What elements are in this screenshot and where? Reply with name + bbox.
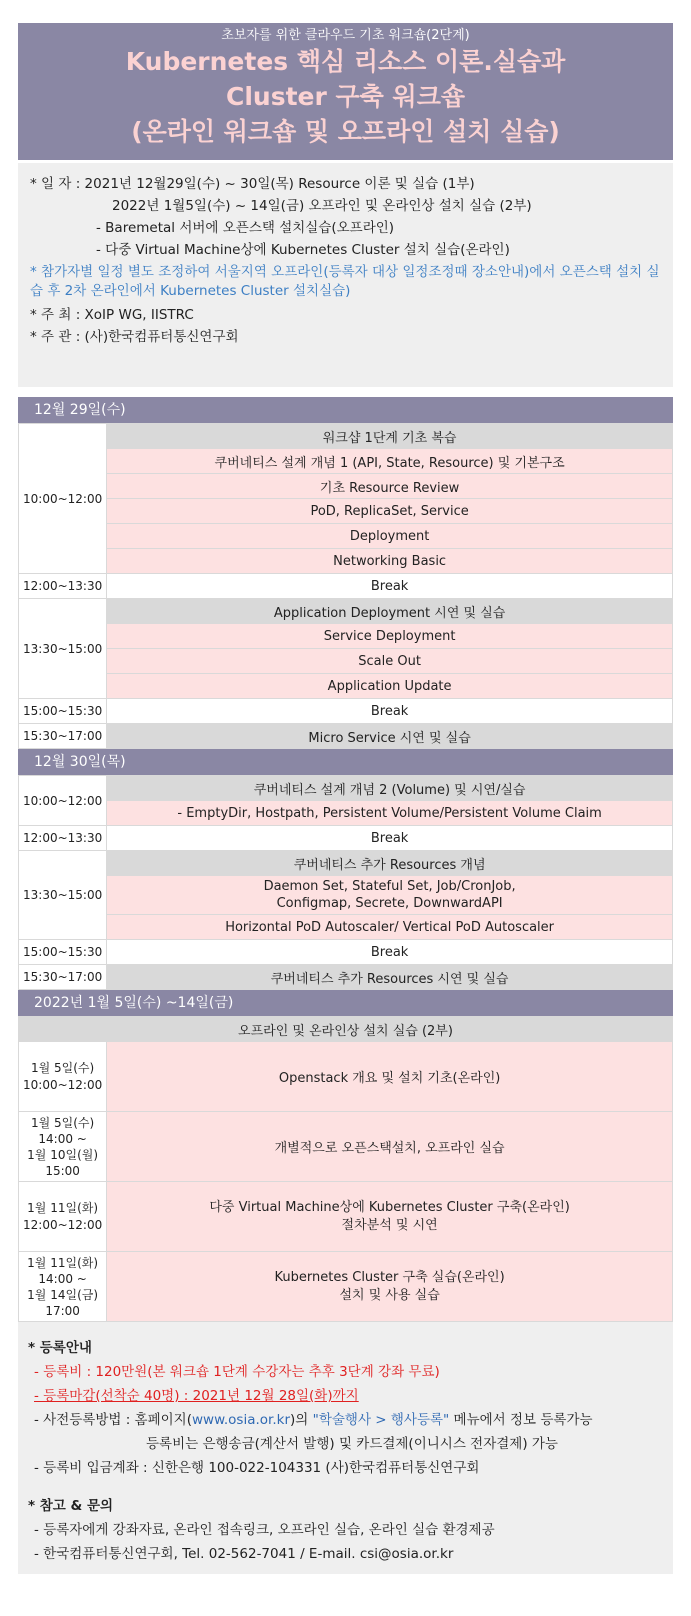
- registration-method-prefix: - 사전등록방법 : 홈페이지(: [34, 1412, 192, 1428]
- session-cell: 쿠버네티스 추가 Resources 개념: [107, 851, 673, 876]
- session-cell: Application Deployment 시연 및 실습: [107, 599, 673, 624]
- time-line: 12:00~12:00: [23, 1217, 103, 1232]
- reference-contact: - 한국컴퓨터통신연구회, Tel. 02-562-7041 / E-mail. csi@osia.or.kr: [34, 1546, 454, 1562]
- time-line: 1월 10일(월): [27, 1147, 99, 1162]
- session-cell: Micro Service 시연 및 실습: [107, 724, 673, 749]
- registration-menu-path: "학술행사 > 행사등록": [312, 1412, 450, 1428]
- schedule-table-dec-30: [18, 775, 673, 990]
- time-cell: 12:00~13:30: [19, 826, 107, 851]
- time-cell: 15:00~15:30: [19, 699, 107, 724]
- session-cell: Openstack 개요 및 설치 기초(온라인): [107, 1042, 673, 1112]
- header-title-line-3: (온라인 워크숍 및 오프라인 설치 실습): [131, 117, 560, 146]
- payment-methods: 등록비는 은행송금(계산서 발행) 및 카드결제(이니시스 전자결제) 가능: [146, 1436, 558, 1452]
- event-info-box: [18, 163, 673, 387]
- event-date-2-detail-2: - 다중 Virtual Machine상에 Kubernetes Cluster 설치 실습(온라인): [96, 242, 510, 258]
- session-cell: Networking Basic: [107, 549, 673, 574]
- time-line: 14:00 ~: [38, 1131, 87, 1146]
- registration-footer: [18, 1322, 673, 1574]
- session-cell: Application Update: [107, 674, 673, 699]
- session-line: 다중 Virtual Machine상에 Kubernetes Cluster 구축(온라인): [209, 1199, 570, 1215]
- homepage-link[interactable]: www.osia.or.kr: [191, 1412, 290, 1428]
- time-line: 1월 5일(수): [30, 1115, 95, 1130]
- time-cell: 13:30~15:00: [19, 851, 107, 940]
- schedule-note: * 참가자별 일정 별도 조정하여 서울지역 오프라인(등록자 대상 일정조정때 장소안내)에서 오픈스택 설치 실습 후 2차 온라인에서 Kubernetes Cluster 설치실습): [30, 264, 660, 299]
- session-cell: - EmptyDir, Hostpath, Persistent Volume/Persistent Volume Claim: [107, 801, 673, 826]
- event-host: * 주 최 : XoIP WG, IISTRC: [30, 307, 194, 323]
- time-cell: 10:00~12:00: [19, 776, 107, 826]
- header-title-line-2: Cluster 구축 워크숍: [226, 82, 465, 111]
- time-line: 1월 14일(금): [27, 1287, 99, 1302]
- session-line: Daemon Set, Stateful Set, Job/CronJob,: [263, 879, 516, 894]
- break-cell: Break: [107, 574, 673, 599]
- reference-title: * 참고 & 문의: [28, 1498, 114, 1514]
- time-cell: 15:00~15:30: [19, 940, 107, 965]
- workshop-flyer: [18, 23, 673, 1574]
- time-cell: [19, 1252, 107, 1322]
- session-line: Configmap, Secrete, DownwardAPI: [276, 896, 503, 911]
- registration-title: * 등록안내: [28, 1340, 92, 1356]
- registration-deadline: - 등록마감(선착순 40명) : 2021년 12월 28일(화)까지: [34, 1388, 359, 1404]
- break-cell: Break: [107, 940, 673, 965]
- session-cell: [107, 1252, 673, 1322]
- reference-item-1: - 등록자에게 강좌자료, 온라인 접속링크, 오프라인 실습, 온라인 실습 환경제공: [34, 1522, 495, 1538]
- time-line: 14:00 ~: [38, 1271, 87, 1286]
- time-line: 15:00: [45, 1163, 80, 1178]
- session-cell: Horizontal PoD Autoscaler/ Vertical PoD Autoscaler: [107, 915, 673, 940]
- registration-method-suffix: 메뉴에서 정보 등록가능: [449, 1412, 593, 1428]
- time-line: 1월 11일(화): [27, 1200, 99, 1215]
- time-cell: 10:00~12:00: [19, 424, 107, 574]
- header-title-line-1: Kubernetes 핵심 리소스 이론.실습과: [125, 47, 566, 76]
- bank-account: - 등록비 입금계좌 : 신한은행 100-022-104331 (사)한국컴퓨터통신연구회: [34, 1460, 480, 1476]
- time-cell: [19, 1112, 107, 1182]
- session-line: 절차분석 및 시연: [341, 1217, 438, 1233]
- registration-fee: - 등록비 : 120만원(본 워크숍 1단계 수강자는 추후 3단계 강좌 무료): [34, 1364, 440, 1380]
- time-line: 1월 5일(수): [30, 1060, 95, 1075]
- session-cell: 쿠버네티스 설계 개념 2 (Volume) 및 시연/실습: [107, 776, 673, 801]
- day-header-dec-30: 12월 30일(목): [18, 749, 673, 775]
- session-cell: Deployment: [107, 524, 673, 549]
- time-cell: [19, 1182, 107, 1252]
- time-cell: 15:30~17:00: [19, 965, 107, 990]
- session-cell: 쿠버네티스 설계 개념 1 (API, State, Resource) 및 기본구조: [107, 449, 673, 474]
- time-line: 17:00: [45, 1303, 80, 1318]
- session-line: Kubernetes Cluster 구축 실습(온라인): [274, 1269, 505, 1285]
- time-cell: 13:30~15:00: [19, 599, 107, 699]
- schedule-table-dec-29: [18, 423, 673, 749]
- event-date-2-detail-1: - Baremetal 서버에 오픈스택 설치실습(오프라인): [96, 220, 395, 236]
- registration-method: [28, 1408, 663, 1432]
- day-header-jan: 2022년 1월 5일(수) ~14일(금): [18, 990, 673, 1016]
- time-cell: 15:30~17:00: [19, 724, 107, 749]
- session-cell: 워크샵 1단계 기초 복습: [107, 424, 673, 449]
- registration-method-mid: )의: [290, 1412, 313, 1428]
- session-cell: PoD, ReplicaSet, Service: [107, 499, 673, 524]
- session-cell: Service Deployment: [107, 624, 673, 649]
- session-cell: Scale Out: [107, 649, 673, 674]
- session-cell: 개별적으로 오픈스택설치, 오프라인 실습: [107, 1112, 673, 1182]
- schedule-table-jan: [18, 1016, 673, 1322]
- time-line: 10:00~12:00: [23, 1077, 103, 1092]
- event-date-2: 2022년 1월5일(수) ~ 14일(금) 오프라인 및 온라인상 설치 실습 (2부): [112, 198, 532, 214]
- break-cell: Break: [107, 699, 673, 724]
- time-cell: 12:00~13:30: [19, 574, 107, 599]
- session-cell: 기초 Resource Review: [107, 474, 673, 499]
- event-organizer: * 주 관 : (사)한국컴퓨터통신연구회: [30, 329, 239, 345]
- session-cell: 쿠버네티스 추가 Resources 시연 및 실습: [107, 965, 673, 990]
- flyer-header: [18, 23, 673, 160]
- session-line: 설치 및 사용 실습: [339, 1287, 440, 1303]
- header-subtitle: 초보자를 위한 클라우드 기초 워크숍(2단계): [221, 28, 470, 43]
- time-cell: [19, 1042, 107, 1112]
- break-cell: Break: [107, 826, 673, 851]
- section-head-cell: 오프라인 및 온라인상 설치 실습 (2부): [19, 1017, 673, 1042]
- day-header-dec-29: 12월 29일(수): [18, 397, 673, 423]
- event-date-1: * 일 자 : 2021년 12월29일(수) ~ 30일(목) Resource 이론 및 실습 (1부): [30, 176, 475, 192]
- session-cell: [107, 876, 673, 915]
- session-cell: [107, 1182, 673, 1252]
- time-line: 1월 11일(화): [27, 1255, 99, 1270]
